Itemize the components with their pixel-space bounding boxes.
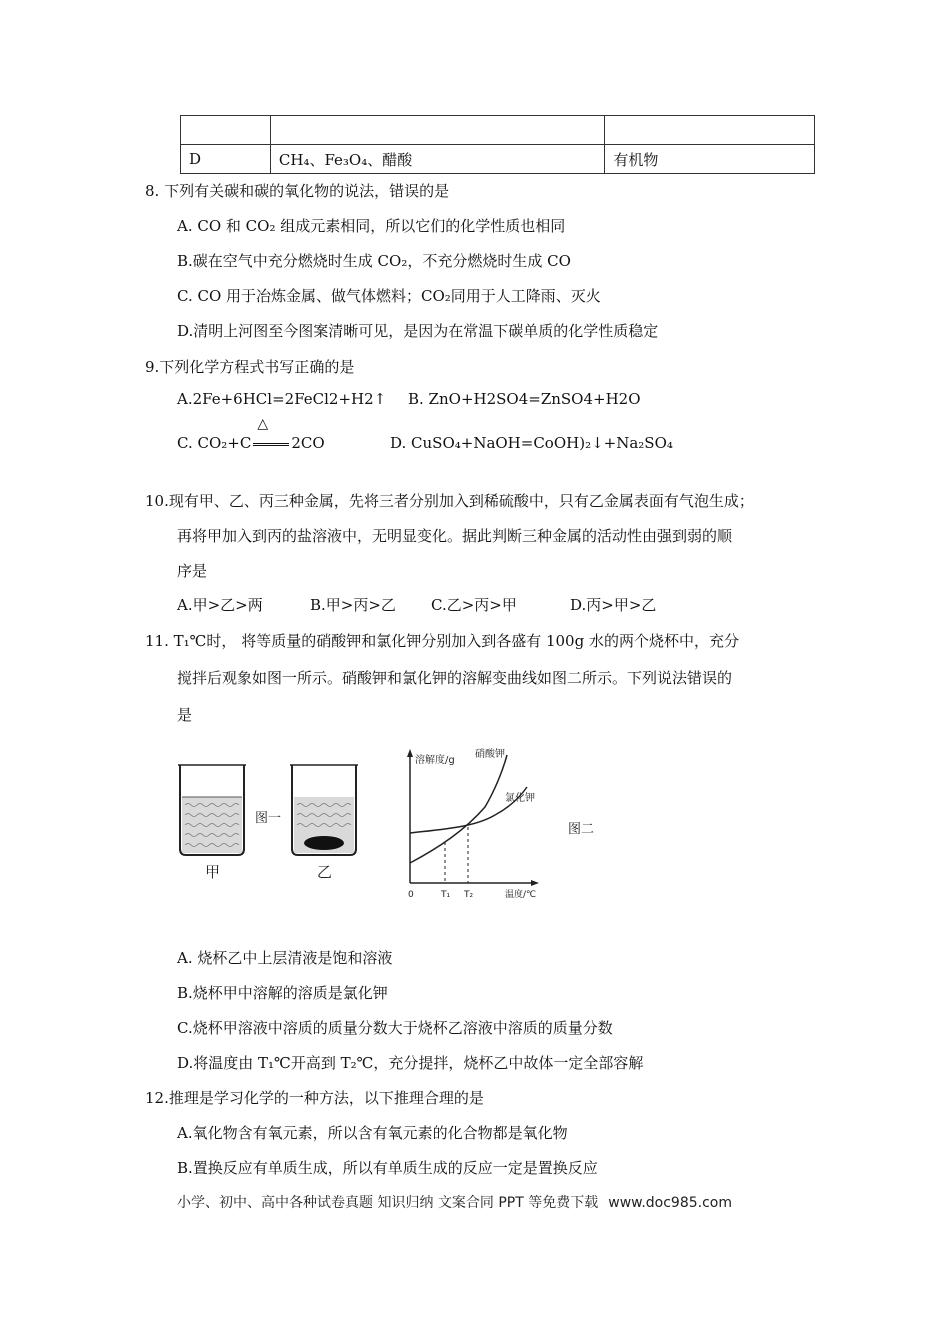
equals-bar — [253, 443, 289, 446]
kno3-label: 硝酸钾 — [475, 749, 505, 760]
table-cell — [270, 116, 604, 145]
q9-option-a: A.2Fe+6HCl=2FeCl2+H2↑ — [177, 390, 387, 408]
page-footer — [177, 1192, 732, 1212]
q10-line-3: 序是 — [177, 562, 208, 580]
q10-option-c: C.乙>丙>甲 — [431, 596, 517, 614]
q9-option-c-right: 2CO — [291, 434, 325, 452]
q8-option-a: A. CO 和 CO₂ 组成元素相同，所以它们的化学性质也相同 — [177, 217, 566, 235]
q10-option-a: A.甲>乙>两 — [177, 596, 263, 614]
table-cell: CH₄、Fe₃O₄、醋酸 — [270, 145, 604, 174]
q9-option-d: D. CuSO₄+NaOH=CoOH)₂↓+Na₂SO₄ — [390, 434, 673, 452]
t1-label: T₁ — [441, 890, 451, 900]
table-row — [181, 145, 815, 174]
q8-stem: 8. 下列有关碳和碳的氧化物的说法，错误的是 — [145, 182, 450, 200]
q11-option-c: C.烧杯甲溶液中溶质的质量分数大于烧杯乙溶液中溶质的质量分数 — [177, 1019, 613, 1037]
fig2-label: 图二 — [568, 822, 595, 837]
t2-label: T₂ — [464, 890, 474, 900]
kcl-label: 氯化钾 — [505, 793, 535, 804]
beaker-jia — [178, 765, 246, 855]
fig1-label: 图一 — [255, 811, 282, 826]
solubility-chart — [407, 749, 539, 886]
beaker-yi — [290, 765, 358, 855]
q8-option-c: C. CO 用于冶炼金属、做气体燃料；CO₂同用于人工降雨、灭火 — [177, 287, 601, 305]
table-cell — [605, 116, 815, 145]
q9-option-b: B. ZnO+H2SO4=ZnSO4+H2O — [408, 390, 641, 408]
footer-link[interactable]: www.doc985.com — [608, 1195, 732, 1211]
q10-line-1: 10.现有甲、乙、丙三种金属，先将三者分别加入到稀硫酸中，只有乙金属表面有气泡生成； — [145, 492, 754, 510]
beaker-jia-label: 甲 — [205, 863, 221, 881]
origin-label: 0 — [408, 890, 414, 900]
q10-option-d: D.丙>甲>乙 — [570, 596, 657, 614]
undissolved-solid — [304, 836, 344, 850]
q12-option-a: A.氧化物含有氧元素，所以含有氧元素的化合物都是氧化物 — [177, 1124, 568, 1142]
table-cell — [181, 116, 271, 145]
footer-text: 小学、初中、高中各种试卷真题 知识归纳 文案合同 PPT 等免费下载 — [177, 1195, 599, 1211]
heat-condition — [251, 416, 291, 452]
q10-option-b: B.甲>丙>乙 — [310, 596, 396, 614]
q8-option-b: B.碳在空气中充分燃烧时生成 CO₂，不充分燃烧时生成 CO — [177, 252, 571, 270]
table-cell: D — [181, 145, 271, 174]
heat-triangle-icon: △ — [257, 416, 269, 432]
answer-table — [180, 115, 815, 174]
q11-line-3: 是 — [177, 706, 193, 724]
q11-option-d: D.将温度由 T₁℃开高到 T₂℃，充分提拌，烧杯乙中故体一定全部容解 — [177, 1054, 644, 1072]
table-cell: 有机物 — [605, 145, 815, 174]
kno3-curve — [410, 755, 507, 863]
q9-stem: 9.下列化学方程式书写正确的是 — [145, 358, 355, 376]
q12-option-b: B.置换反应有单质生成，所以有单质生成的反应一定是置换反应 — [177, 1159, 598, 1177]
q8-option-d: D.清明上河图至今图案清晰可见，是因为在常温下碳单质的化学性质稳定 — [177, 322, 659, 340]
q9-option-c-left: C. CO₂+C — [177, 434, 252, 452]
q12-stem: 12.推理是学习化学的一种方法，以下推理合理的是 — [145, 1089, 484, 1107]
y-axis-label: 溶解度/g — [415, 755, 455, 766]
q11-option-a: A. 烧杯乙中上层清液是饱和溶液 — [177, 949, 393, 967]
q11-line-1: 11. T₁℃时， 将等质量的硝酸钾和氯化钾分别加入到各盛有 100g 水的两个烧杯中，充分 — [145, 632, 739, 650]
q10-line-2: 再将甲加入到丙的盐溶液中，无明显变化。据此判断三种金属的活动性由强到弱的顺 — [177, 527, 733, 545]
table-row — [181, 116, 815, 145]
beaker-yi-label: 乙 — [317, 863, 333, 881]
q11-line-2: 搅拌后观象如图一所示。硝酸钾和氯化钾的溶解变曲线如图二所示。下列说法错误的 — [177, 669, 733, 687]
q9-option-c — [177, 416, 325, 452]
x-axis-label: 温度/℃ — [505, 890, 537, 900]
q11-figure — [175, 745, 635, 905]
q11-option-b: B.烧杯甲中溶解的溶质是氯化钾 — [177, 984, 388, 1002]
